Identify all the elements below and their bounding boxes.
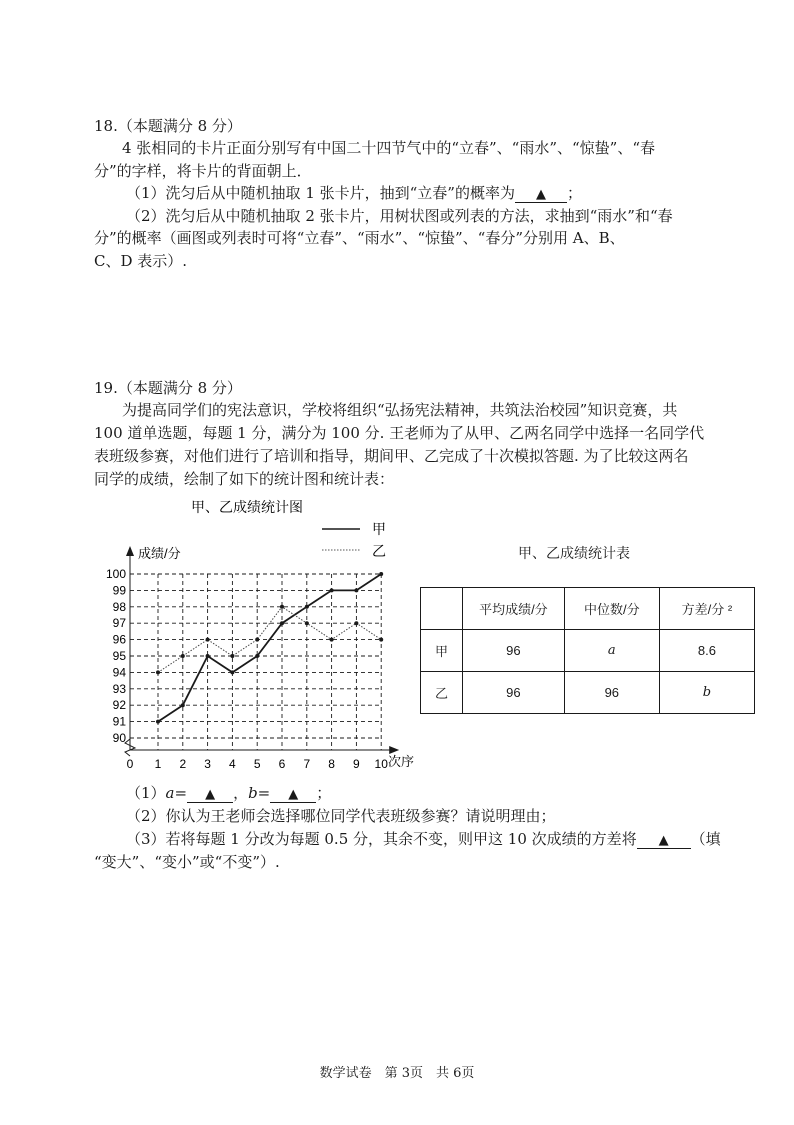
stats-cell-name: 乙 bbox=[421, 672, 463, 714]
series-yi-point bbox=[280, 605, 284, 609]
series-yi-point bbox=[354, 621, 358, 625]
series-yi-point bbox=[255, 638, 259, 642]
q18-stem-line1: 4 张相同的卡片正面分别写有中国二十四节气中的“立春”、“雨水”、“惊蛰”、“春 bbox=[122, 139, 655, 157]
q19-stem-line3: 表班级参赛，对他们进行了培训和指导，期间甲、乙完成了十次模拟答题. 为了比较这两名 bbox=[94, 447, 689, 465]
q19-part1-a-label: a= bbox=[165, 784, 188, 802]
y-tick-label: 97 bbox=[112, 616, 126, 631]
q18-stem-line2: 分”的字样，将卡片的背面朝上． bbox=[94, 162, 312, 180]
stats-cell-mean: 96 bbox=[462, 630, 564, 672]
q18-part1 bbox=[126, 183, 582, 203]
answer-triangle-icon: ▲ bbox=[205, 787, 216, 802]
y-tick-label: 95 bbox=[112, 649, 126, 663]
y-tick-label: 90 bbox=[112, 731, 126, 745]
series-jia-point bbox=[354, 588, 358, 592]
y-tick-label: 91 bbox=[112, 714, 126, 729]
stats-header-variance: 方差/分 ² bbox=[659, 588, 754, 630]
series-jia-point bbox=[206, 654, 210, 658]
q19-part3-text: （3）若将每题 1 分改为每题 0.5 分，其余不变，则甲这 10 次成绩的方差将 bbox=[126, 830, 637, 848]
x-tick-label: 0 bbox=[126, 757, 134, 771]
x-tick-label: 3 bbox=[204, 757, 211, 771]
chart-plot-area bbox=[106, 546, 399, 771]
series-yi-point bbox=[305, 621, 309, 625]
y-tick-label: 94 bbox=[112, 665, 126, 680]
series-jia-point bbox=[230, 670, 234, 674]
stats-table bbox=[420, 587, 755, 714]
stats-header-mean: 平均成绩/分 bbox=[462, 588, 564, 630]
x-tick-label: 9 bbox=[353, 757, 360, 771]
series-yi-point bbox=[181, 654, 185, 658]
chart-title: 甲、乙成绩统计图 bbox=[191, 499, 303, 515]
x-tick-label: 5 bbox=[253, 757, 261, 771]
q19-stem-line4: 同学的成绩，绘制了如下的统计图和统计表： bbox=[94, 470, 395, 488]
stats-cell-variance: 8.6 bbox=[659, 630, 754, 672]
series-jia-point bbox=[305, 605, 309, 609]
q19-header: 19.（本题满分 8 分） bbox=[94, 379, 242, 397]
q18-answer-blank[interactable] bbox=[515, 185, 567, 203]
series-jia-point bbox=[181, 703, 185, 707]
y-tick-label: 100 bbox=[105, 567, 126, 581]
score-line-chart bbox=[90, 492, 415, 782]
q18-header: 18.（本题满分 8 分） bbox=[94, 117, 242, 135]
q19-part1-end: ； bbox=[316, 784, 332, 802]
q19-part3 bbox=[126, 829, 721, 849]
x-tick-label: 2 bbox=[179, 757, 187, 771]
series-yi-point bbox=[206, 638, 210, 642]
answer-triangle-icon: ▲ bbox=[288, 787, 299, 802]
q19-part3-end: （填 bbox=[690, 830, 721, 848]
series-jia-point bbox=[379, 572, 383, 576]
stats-row-jia bbox=[421, 630, 755, 672]
q19-part1-b-label: b= bbox=[248, 784, 271, 802]
q19-stem-line2: 100 道单选题，每题 1 分，满分为 100 分. 王老师为了从甲、乙两名同学中选择一名同学代 bbox=[94, 424, 705, 442]
q19-part1 bbox=[126, 783, 331, 803]
y-tick-label: 92 bbox=[112, 698, 126, 713]
series-yi-point bbox=[330, 638, 334, 642]
stats-header-median: 中位数/分 bbox=[564, 588, 659, 630]
stats-cell-mean: 96 bbox=[462, 672, 564, 714]
series-yi-point bbox=[230, 654, 234, 658]
x-axis-arrow-icon bbox=[389, 746, 399, 754]
series-jia-point bbox=[330, 588, 334, 592]
q19-part1-sep: ， bbox=[233, 784, 249, 802]
series-yi-point bbox=[379, 638, 383, 642]
y-tick-label: 93 bbox=[112, 681, 126, 696]
x-tick-label: 8 bbox=[328, 757, 335, 771]
stats-table-title: 甲、乙成绩统计表 bbox=[518, 546, 630, 562]
x-tick-label: 4 bbox=[229, 757, 236, 771]
stats-row-yi bbox=[421, 672, 755, 714]
stats-cell-median: 96 bbox=[564, 672, 659, 714]
page-footer: 数学试卷 第 3页 共 6页 bbox=[319, 1066, 475, 1081]
q18-part2-line1: （2）洗匀后从中随机抽取 2 张卡片，用树状图或列表的方法，求抽到“雨水”和“春 bbox=[126, 207, 673, 225]
x-tick-label: 7 bbox=[303, 757, 311, 771]
q19-answer-blank-b[interactable] bbox=[270, 785, 316, 803]
y-tick-label: 99 bbox=[112, 583, 126, 598]
stats-cell-variance: b bbox=[659, 672, 754, 714]
q18-part1-end: ； bbox=[566, 184, 582, 202]
q18-part2-line2: 分”的概率（画图或列表时可将“立春”、“雨水”、“惊蛰”、“春分”分别用 A、B、 bbox=[94, 229, 625, 247]
stats-header-corner bbox=[421, 588, 463, 630]
answer-triangle-icon: ▲ bbox=[535, 187, 546, 202]
x-tick-label: 10 bbox=[374, 757, 388, 771]
legend-jia-label: 甲 bbox=[372, 521, 386, 537]
series-jia-point bbox=[156, 720, 160, 724]
q19-part1-prefix: （1） bbox=[126, 784, 166, 802]
series-jia-point bbox=[280, 621, 284, 625]
stats-cell-name: 甲 bbox=[421, 630, 463, 672]
q19-answer-blank-a[interactable] bbox=[187, 785, 233, 803]
legend-yi-label: 乙 bbox=[372, 543, 386, 559]
q19-part2: （2）你认为王老师会选择哪位同学代表班级参赛？请说明理由； bbox=[126, 807, 556, 825]
y-axis-arrow-icon bbox=[126, 546, 134, 556]
series-jia-line bbox=[158, 574, 381, 722]
x-axis-label: 次序 bbox=[388, 754, 415, 769]
answer-triangle-icon: ▲ bbox=[658, 833, 669, 848]
q19-answer-blank-c[interactable] bbox=[637, 831, 691, 849]
stats-header-row bbox=[421, 588, 755, 630]
series-yi-point bbox=[156, 670, 160, 674]
q19-part3-line2: “变大”、“变小”或“不变”）. bbox=[94, 853, 280, 871]
q19-stem-line1: 为提高同学们的宪法意识，学校将组织“弘扬宪法精神，共筑法治校园”知识竞赛，共 bbox=[122, 401, 678, 419]
q18-part2-line3: C、D 表示）. bbox=[94, 252, 188, 270]
y-tick-label: 98 bbox=[112, 599, 126, 614]
series-jia-point bbox=[255, 654, 259, 658]
q18-part1-text: （1）洗匀后从中随机抽取 1 张卡片，抽到“立春”的概率为 bbox=[126, 184, 515, 202]
stats-cell-median: a bbox=[564, 630, 659, 672]
x-tick-label: 6 bbox=[278, 757, 286, 771]
x-tick-label: 1 bbox=[154, 757, 162, 771]
y-tick-label: 96 bbox=[112, 632, 126, 647]
y-axis-label: 成绩/分 bbox=[138, 546, 181, 561]
